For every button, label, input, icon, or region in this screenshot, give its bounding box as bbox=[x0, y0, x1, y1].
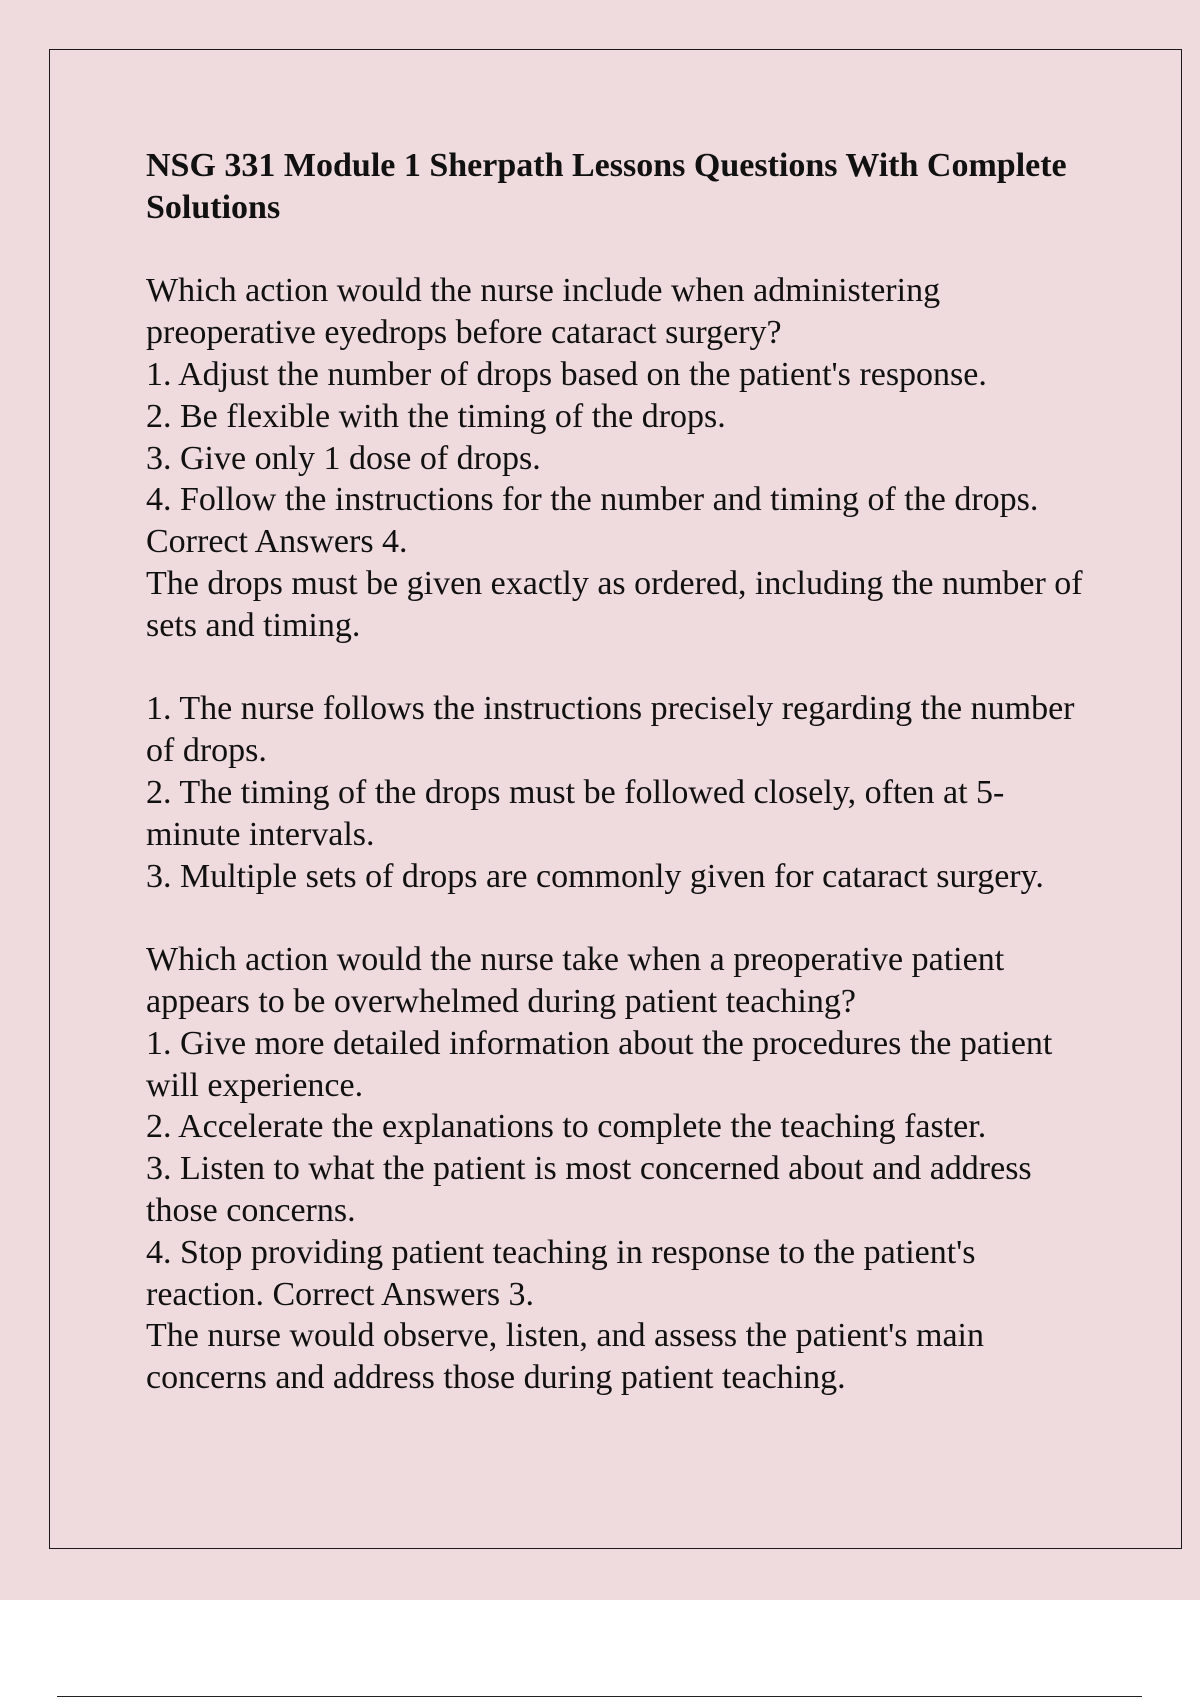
bottom-rule bbox=[57, 1696, 1142, 1697]
question-1-option: 1. Adjust the number of drops based on the patient's response. bbox=[146, 355, 987, 393]
question-2-option: 3. Listen to what the patient is most concerned about and address those concerns. bbox=[146, 1150, 1032, 1229]
question-1-point: 2. The timing of the drops must be followed closely, often at 5-minute intervals. bbox=[146, 773, 1005, 853]
question-1-option: 2. Be flexible with the timing of the drops. bbox=[146, 397, 726, 435]
document-content bbox=[146, 145, 1086, 1399]
question-1-option: 3. Give only 1 dose of drops. bbox=[146, 439, 541, 477]
question-2-option: 2. Accelerate the explanations to complete the teaching faster. bbox=[146, 1108, 987, 1146]
question-1-point: 1. The nurse follows the instructions precisely regarding the number of drops. bbox=[146, 690, 1075, 770]
question-1-rationale: The drops must be given exactly as ordered, including the number of sets and timing. bbox=[146, 564, 1083, 644]
question-2-rationale: The nurse would observe, listen, and assess the patient's main concerns and address those during patient teaching. bbox=[146, 1317, 984, 1397]
document-title: NSG 331 Module 1 Sherpath Lessons Questions With Complete Solutions bbox=[146, 147, 1067, 226]
question-1-text: Which action would the nurse include when administering preoperative eyedrops before cataract surgery? bbox=[146, 272, 941, 352]
question-2-text: Which action would the nurse take when a preoperative patient appears to be overwhelmed during patient teaching? bbox=[146, 941, 1005, 1020]
question-2-option: 1. Give more detailed information about the procedures the patient will experience. bbox=[146, 1024, 1053, 1104]
spacer bbox=[146, 647, 1086, 689]
spacer bbox=[146, 229, 1086, 271]
spacer bbox=[146, 897, 1086, 939]
question-1-option-answer: 4. Follow the instructions for the number and timing of the drops. Correct Answers 4. bbox=[146, 481, 1039, 561]
question-1-point: 3. Multiple sets of drops are commonly given for cataract surgery. bbox=[146, 857, 1044, 895]
question-2-option-answer: 4. Stop providing patient teaching in response to the patient's reaction. Correct Answers 3. bbox=[146, 1233, 976, 1313]
